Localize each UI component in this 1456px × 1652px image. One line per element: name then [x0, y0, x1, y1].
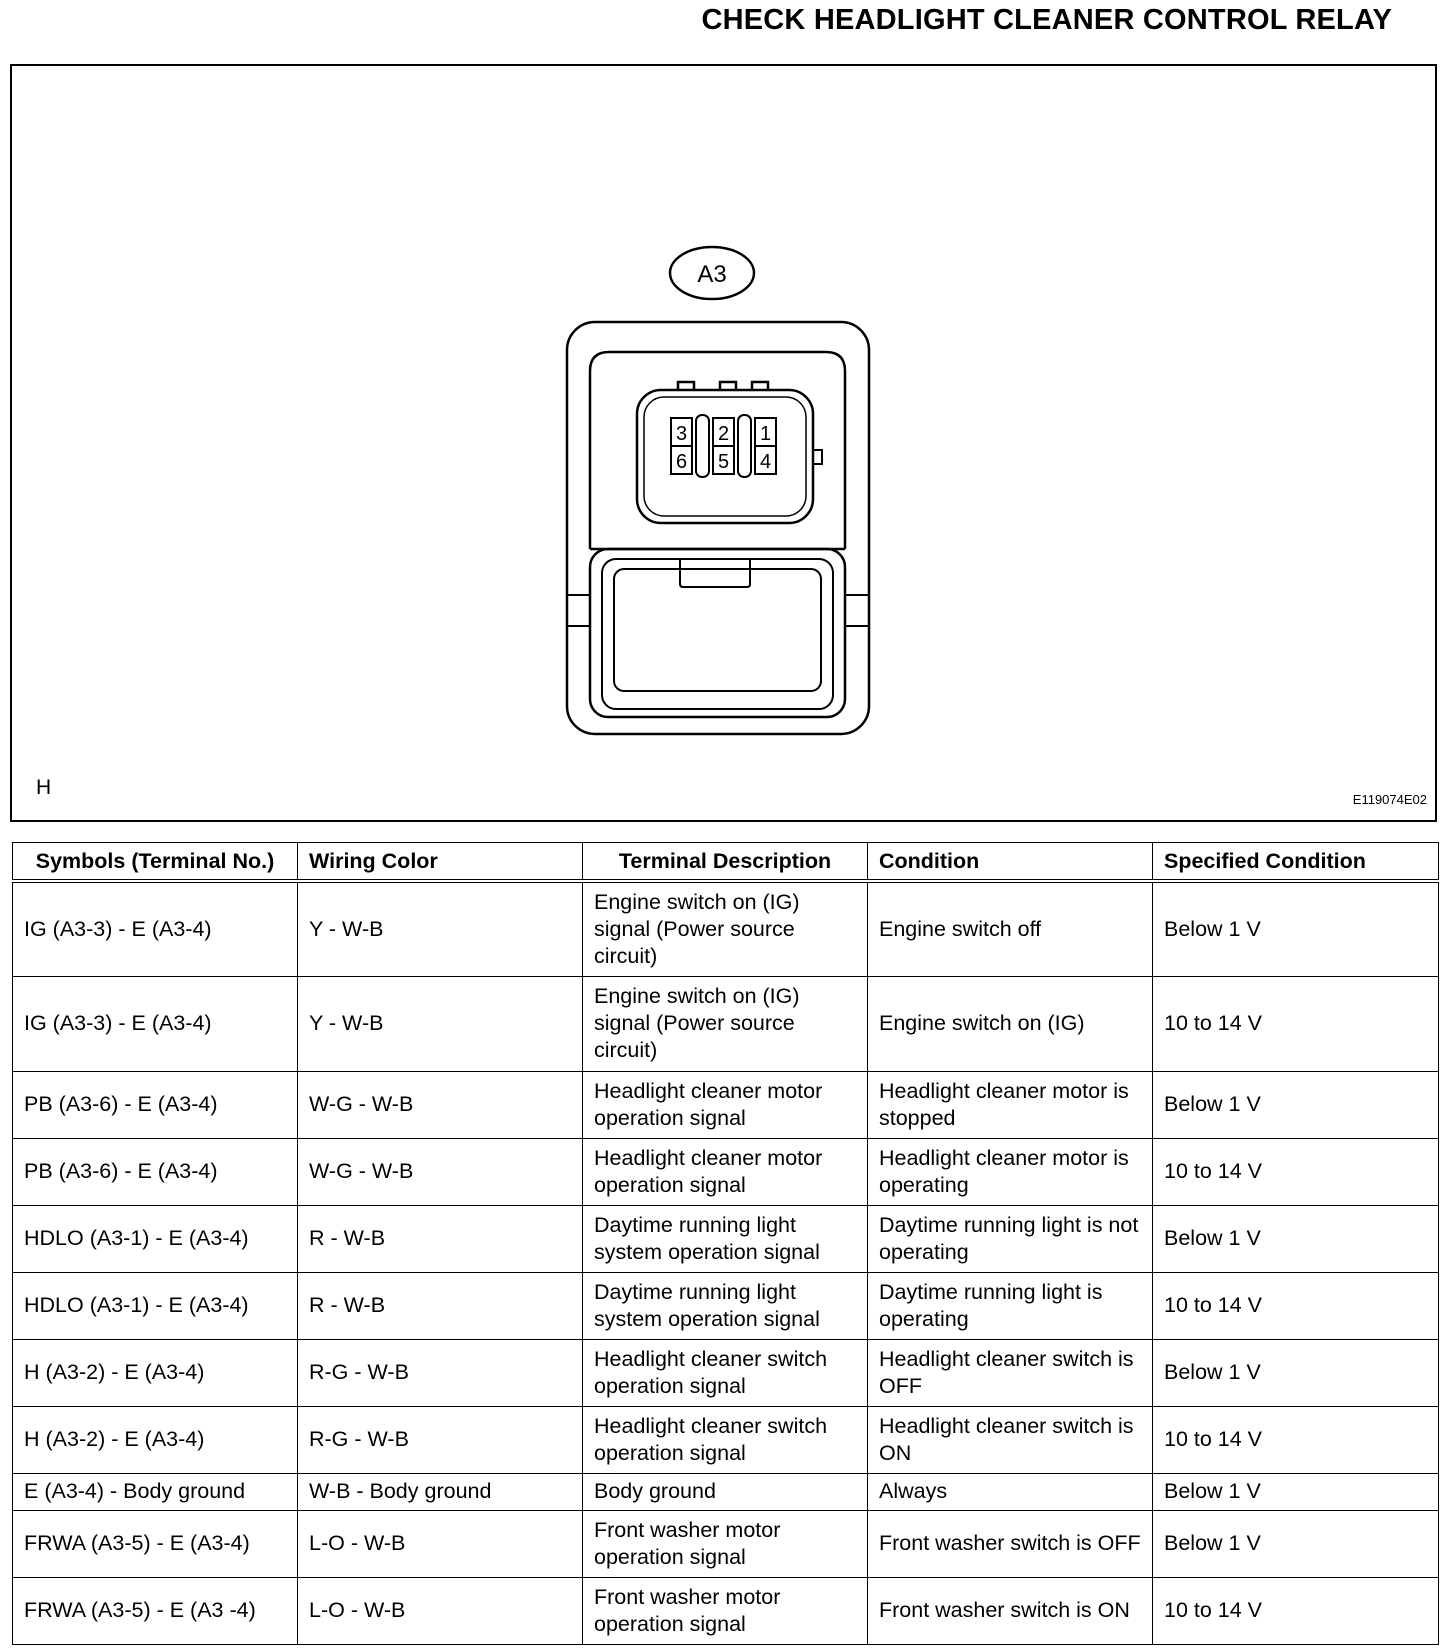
cell-condition: Headlight cleaner motor is operating — [868, 1138, 1153, 1205]
cell-wiring: R - W-B — [298, 1205, 583, 1272]
cell-condition: Always — [868, 1473, 1153, 1510]
cell-spec: 10 to 14 V — [1153, 1577, 1439, 1644]
header-specified-condition: Specified Condition — [1153, 843, 1439, 882]
cell-wiring: R - W-B — [298, 1272, 583, 1339]
cell-wiring: Y - W-B — [298, 881, 583, 976]
relay-window-tab — [680, 559, 750, 587]
connector-figure — [10, 64, 1437, 822]
cell-spec: 10 to 14 V — [1153, 976, 1439, 1071]
figure-corner-letter: H — [36, 776, 52, 799]
cell-spec: Below 1 V — [1153, 1473, 1439, 1510]
cell-symbol: PB (A3-6) - E (A3-4) — [13, 1138, 298, 1205]
cell-condition: Engine switch on (IG) — [868, 976, 1153, 1071]
cell-wiring: W-B - Body ground — [298, 1473, 583, 1510]
cell-condition: Headlight cleaner switch is OFF — [868, 1339, 1153, 1406]
cell-spec: 10 to 14 V — [1153, 1272, 1439, 1339]
table-row — [13, 1577, 1439, 1644]
connector-latch — [813, 450, 822, 464]
cell-description: Front washer motor operation signal — [583, 1510, 868, 1577]
cell-spec: Below 1 V — [1153, 1339, 1439, 1406]
pin-number: 1 — [759, 423, 772, 445]
cell-symbol: FRWA (A3-5) - E (A3 -4) — [13, 1577, 298, 1644]
cell-spec: 10 to 14 V — [1153, 1138, 1439, 1205]
spec-table — [12, 842, 1439, 1645]
table-row — [13, 1473, 1439, 1510]
table-row — [13, 1071, 1439, 1138]
pin-separator — [696, 415, 709, 477]
header-terminal-description: Terminal Description — [583, 843, 868, 882]
cell-description: Engine switch on (IG) signal (Power source circuit) — [583, 881, 868, 976]
cell-condition: Front washer switch is ON — [868, 1577, 1153, 1644]
table-row — [13, 1510, 1439, 1577]
cell-description: Body ground — [583, 1473, 868, 1510]
cell-description: Headlight cleaner motor operation signal — [583, 1071, 868, 1138]
table-row — [13, 1339, 1439, 1406]
cell-wiring: L-O - W-B — [298, 1577, 583, 1644]
pin-number: 6 — [675, 451, 688, 473]
cell-condition: Daytime running light is operating — [868, 1272, 1153, 1339]
cell-spec: 10 to 14 V — [1153, 1406, 1439, 1473]
cell-condition: Headlight cleaner motor is stopped — [868, 1071, 1153, 1138]
table-row — [13, 1272, 1439, 1339]
cell-wiring: W-G - W-B — [298, 1071, 583, 1138]
relay-connector-diagram — [12, 66, 1437, 822]
table-row — [13, 1205, 1439, 1272]
table-header-row — [13, 843, 1439, 882]
cell-symbol: IG (A3-3) - E (A3-4) — [13, 881, 298, 976]
relay-side-notch — [567, 595, 869, 626]
cell-symbol: H (A3-2) - E (A3-4) — [13, 1339, 298, 1406]
cell-spec: Below 1 V — [1153, 1071, 1439, 1138]
cell-condition: Engine switch off — [868, 881, 1153, 976]
cell-description: Headlight cleaner switch operation signal — [583, 1406, 868, 1473]
cell-spec: Below 1 V — [1153, 881, 1439, 976]
cell-symbol: PB (A3-6) - E (A3-4) — [13, 1071, 298, 1138]
cell-description: Daytime running light system operation signal — [583, 1205, 868, 1272]
page-title: CHECK HEADLIGHT CLEANER CONTROL RELAY — [701, 4, 1392, 36]
table-row — [13, 881, 1439, 976]
pin-separator — [738, 415, 751, 477]
cell-wiring: R-G - W-B — [298, 1406, 583, 1473]
connector-label: A3 — [697, 261, 727, 288]
cell-description: Daytime running light system operation signal — [583, 1272, 868, 1339]
cell-wiring: R-G - W-B — [298, 1339, 583, 1406]
cell-wiring: L-O - W-B — [298, 1510, 583, 1577]
cell-wiring: Y - W-B — [298, 976, 583, 1071]
cell-description: Front washer motor operation signal — [583, 1577, 868, 1644]
pin-number: 5 — [717, 451, 730, 473]
cell-spec: Below 1 V — [1153, 1510, 1439, 1577]
pin-number: 2 — [717, 423, 730, 445]
table-row — [13, 1138, 1439, 1205]
cell-description: Headlight cleaner motor operation signal — [583, 1138, 868, 1205]
cell-wiring: W-G - W-B — [298, 1138, 583, 1205]
table-row — [13, 976, 1439, 1071]
pin-number: 3 — [675, 423, 688, 445]
cell-symbol: FRWA (A3-5) - E (A3-4) — [13, 1510, 298, 1577]
cell-description: Headlight cleaner switch operation signal — [583, 1339, 868, 1406]
cell-condition: Headlight cleaner switch is ON — [868, 1406, 1153, 1473]
cell-description: Engine switch on (IG) signal (Power source circuit) — [583, 976, 868, 1071]
header-condition: Condition — [868, 843, 1153, 882]
pin-number: 4 — [759, 451, 772, 473]
cell-condition: Front washer switch is OFF — [868, 1510, 1153, 1577]
header-wiring-color: Wiring Color — [298, 843, 583, 882]
cell-symbol: HDLO (A3-1) - E (A3-4) — [13, 1205, 298, 1272]
cell-condition: Daytime running light is not operating — [868, 1205, 1153, 1272]
cell-spec: Below 1 V — [1153, 1205, 1439, 1272]
relay-body-outer — [567, 322, 869, 734]
cell-symbol: HDLO (A3-1) - E (A3-4) — [13, 1272, 298, 1339]
figure-code: E119074E02 — [1352, 792, 1427, 807]
table-row — [13, 1406, 1439, 1473]
cell-symbol: IG (A3-3) - E (A3-4) — [13, 976, 298, 1071]
relay-lower-inner — [602, 559, 833, 709]
cell-symbol: E (A3-4) - Body ground — [13, 1473, 298, 1510]
header-symbols: Symbols (Terminal No.) — [13, 843, 298, 882]
cell-symbol: H (A3-2) - E (A3-4) — [13, 1406, 298, 1473]
